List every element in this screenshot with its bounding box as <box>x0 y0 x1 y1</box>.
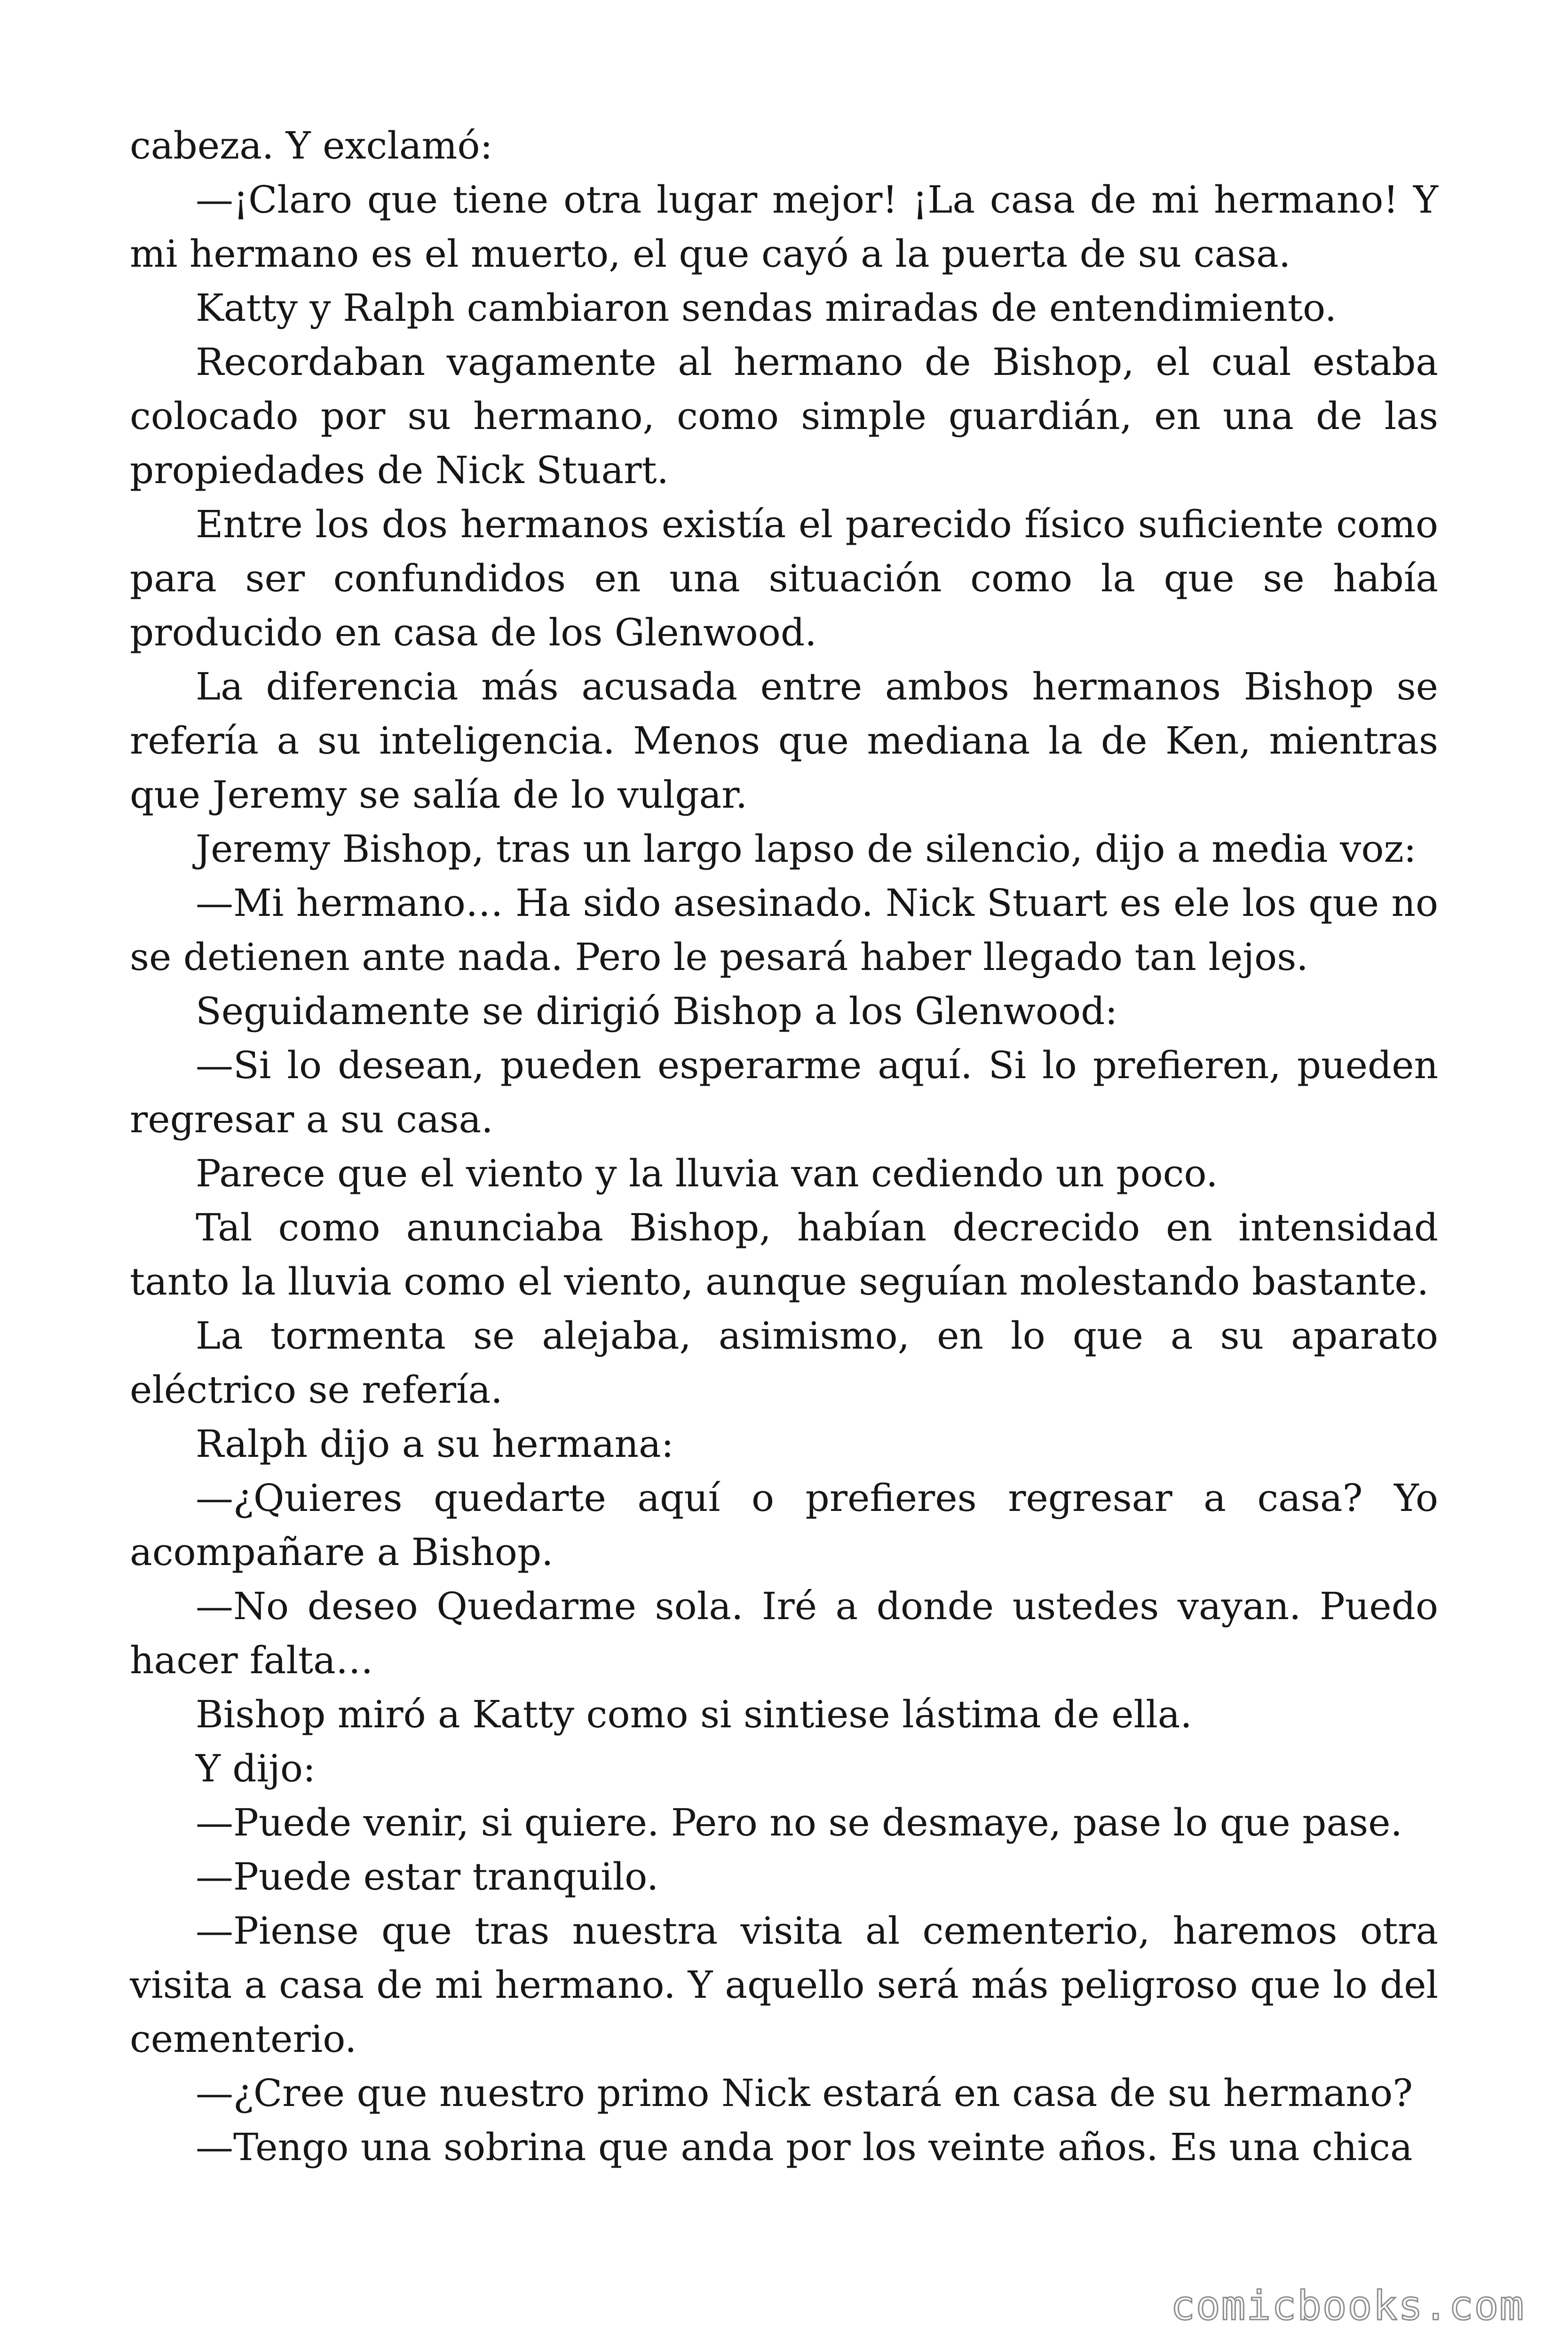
paragraph-17: Bishop miró a Katty como si sintiese lástima de ella. <box>196 1692 1192 1736</box>
paragraph-12: Tal como anunciaba Bishop, habían decrecido en intensidad tanto la lluvia como el viento, aunque seguían molestando bastante. <box>130 1206 1438 1303</box>
paragraph-2: —¡Claro que tiene otra lugar mejor! ¡La casa de mi hermano! Y mi hermano es el muerto, el que cayó a la puerta de su casa. <box>130 178 1438 276</box>
paragraph-19: —Puede venir, si quiere. Pero no se desmaye, pase lo que pase. <box>196 1801 1402 1844</box>
paragraph-3: Katty y Ralph cambiaron sendas miradas de entendimiento. <box>196 286 1337 330</box>
paragraph-21: —Piense que tras nuestra visita al cementerio, haremos otra visita a casa de mi hermano. Y aquello será más peligroso que lo del cementerio. <box>130 1909 1438 2061</box>
paragraph-5: Entre los dos hermanos existía el parecido físico suficiente como para ser confundidos en una situación como la que se había producido en casa de los Glenwood. <box>130 502 1438 654</box>
paragraph-23: —Tengo una sobrina que anda por los veinte años. Es una chica <box>196 2125 1413 2169</box>
paragraph-16: —No deseo Quedarme sola. Iré a donde ustedes vayan. Puedo hacer falta… <box>130 1584 1438 1682</box>
paragraph-14: Ralph dijo a su hermana: <box>196 1422 674 1466</box>
paragraph-7: Jeremy Bishop, tras un largo lapso de silencio, dijo a media voz: <box>196 827 1417 871</box>
paragraph-13: La tormenta se alejaba, asimismo, en lo que a su aparato eléctrico se refería. <box>130 1314 1438 1412</box>
paragraph-22: —¿Cree que nuestro primo Nick estará en casa de su hermano? <box>196 2071 1413 2115</box>
paragraph-1: cabeza. Y exclamó: <box>130 124 493 167</box>
paragraph-18: Y dijo: <box>196 1747 316 1790</box>
paragraph-15: —¿Quieres quedarte aquí o prefieres regresar a casa? Yo acompañare a Bishop. <box>130 1476 1438 1574</box>
paragraph-4: Recordaban vagamente al hermano de Bishop, el cual estaba colocado por su hermano, como simple guardián, en una de las propiedades de Nick Stuart. <box>130 340 1438 492</box>
body-text <box>130 119 1438 2174</box>
paragraph-20: —Puede estar tranquilo. <box>196 1855 659 1899</box>
paragraph-8: —Mi hermano… Ha sido asesinado. Nick Stuart es ele los que no se detienen ante nada. Pero le pesará haber llegado tan lejos. <box>130 881 1438 979</box>
paragraph-6: La diferencia más acusada entre ambos hermanos Bishop se refería a su inteligencia. Menos que mediana la de Ken, mientras que Jeremy se salía de lo vulgar. <box>130 665 1438 817</box>
paragraph-10: —Si lo desean, pueden esperarme aquí. Si lo prefieren, pueden regresar a su casa. <box>130 1043 1438 1141</box>
watermark: comicbooks.com <box>1171 2282 1525 2329</box>
paragraph-9: Seguidamente se dirigió Bishop a los Glenwood: <box>196 989 1118 1033</box>
paragraph-11: Parece que el viento y la lluvia van cediendo un poco. <box>196 1152 1218 1195</box>
